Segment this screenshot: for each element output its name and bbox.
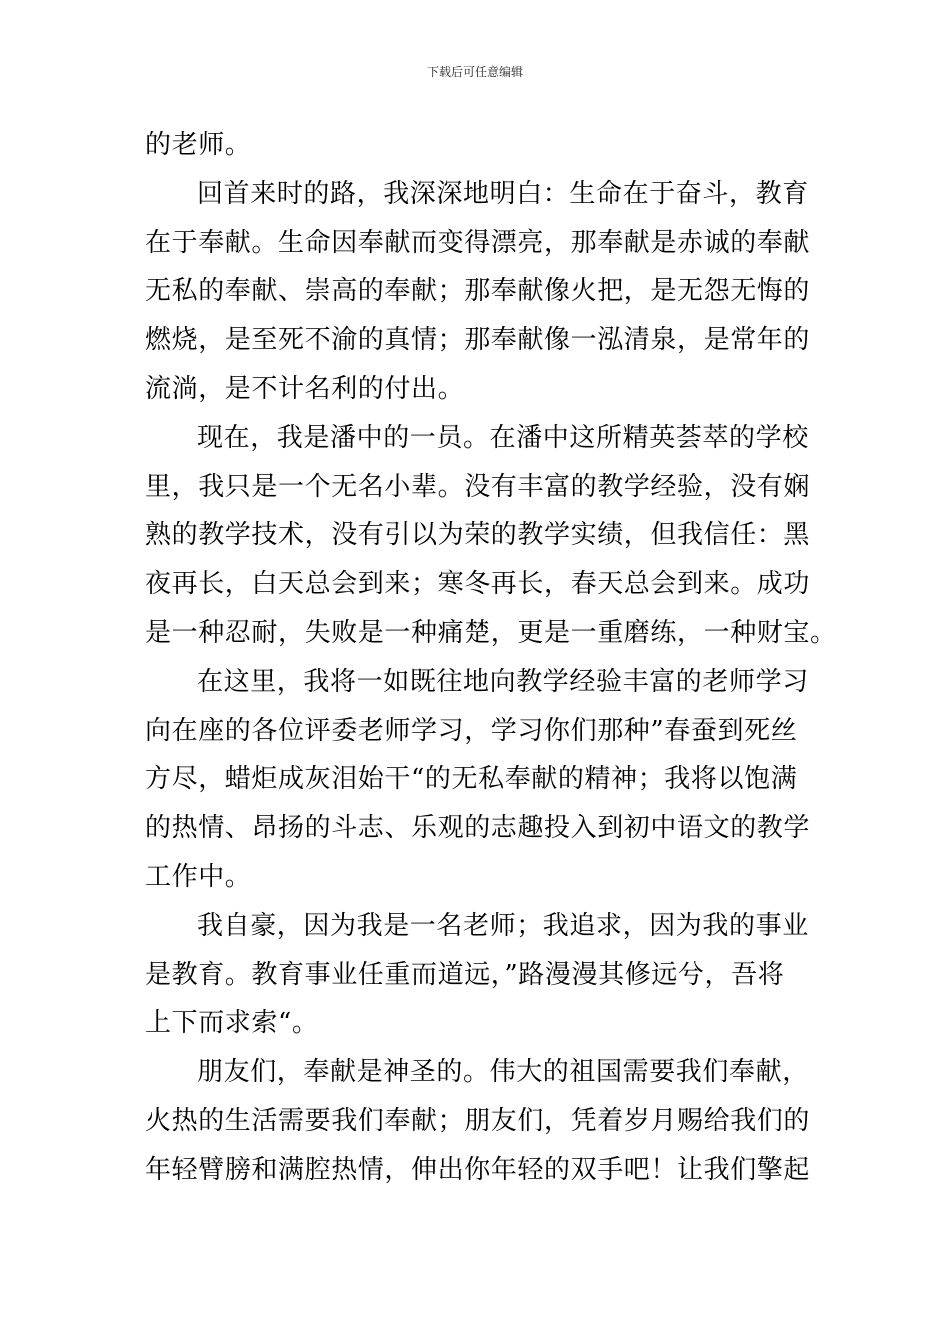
text-line: 火热的生活需要我们奉献；朋友们，凭着岁月赐给我们的 bbox=[145, 1105, 811, 1136]
text-line: 方尽，蜡炬成灰泪始干“的无私奉献的精神；我将以饱满 bbox=[145, 764, 798, 795]
paragraph-first-line: 现在，我是潘中的一员。在潘中这所精英荟萃的学校 bbox=[197, 422, 809, 453]
text-line: 无私的奉献、崇高的奉献；那奉献像火把，是无怨无悔的 bbox=[145, 276, 811, 307]
text-line: 熟的教学技术，没有引以为荣的教学实绩，但我信任：黑 bbox=[145, 520, 811, 551]
text-line: 里，我只是一个无名小辈。没有丰富的教学经验，没有娴 bbox=[145, 471, 811, 502]
paragraph-first-line: 朋友们，奉献是神圣的。伟大的祖国需要我们奉献， bbox=[197, 1057, 809, 1088]
text-line: 是教育。教育事业任重而道远，”路漫漫其修远兮，吾将 bbox=[145, 959, 785, 990]
text-line: 流淌，是不计名利的付出。 bbox=[145, 373, 465, 404]
text-line: 在于奉献。生命因奉献而变得漂亮，那奉献是赤诚的奉献 bbox=[145, 227, 811, 258]
paragraph-first-line: 回首来时的路，我深深地明白：生命在于奋斗，教育 bbox=[197, 178, 809, 209]
paragraph-first-line: 我自豪，因为我是一名老师；我追求，因为我的事业 bbox=[197, 910, 809, 941]
text-line: 年轻臂膀和满腔热情，伸出你年轻的双手吧！让我们擎起 bbox=[145, 1154, 811, 1185]
text-line: 夜再长，白天总会到来；寒冬再长，春天总会到来。成功 bbox=[145, 569, 811, 600]
text-line: 上下而求索“。 bbox=[145, 1008, 319, 1039]
paragraph-first-line: 在这里，我将一如既往地向教学经验丰富的老师学习 bbox=[197, 666, 809, 697]
text-line: 向在座的各位评委老师学习，学习你们那种”春蚕到死丝 bbox=[145, 715, 798, 746]
body-text bbox=[145, 121, 837, 1195]
text-line: 燃烧，是至死不渝的真情；那奉献像一泓清泉，是常年的 bbox=[145, 325, 811, 356]
text-line: 的热情、昂扬的斗志、乐观的志趣投入到初中语文的教学 bbox=[145, 813, 811, 844]
text-line: 工作中。 bbox=[145, 861, 252, 892]
text-line: 的老师。 bbox=[145, 130, 252, 160]
text-line: 是一种忍耐，失败是一种痛楚，更是一重磨练，一种财宝。 bbox=[145, 617, 837, 648]
page-header: 下载后可任意编辑 bbox=[426, 65, 523, 79]
